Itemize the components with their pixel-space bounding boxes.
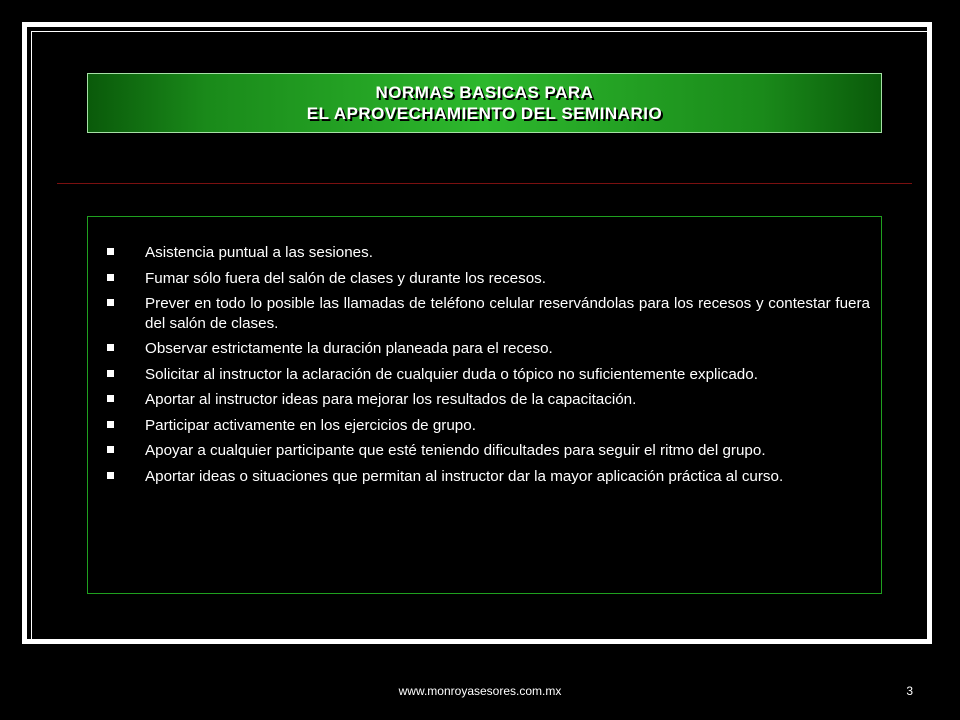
- rule-item: [88, 269, 870, 289]
- rules-list: [88, 217, 881, 486]
- rule-text: Fumar sólo fuera del salón de clases y durante los recesos.: [145, 269, 546, 287]
- square-bullet-icon: [107, 344, 114, 351]
- rule-item: [88, 365, 870, 385]
- rule-text: Aportar ideas o situaciones que permitan al instructor dar la mayor aplicación práctica al curso.: [145, 467, 784, 485]
- title-banner: [87, 73, 882, 133]
- square-bullet-icon: [107, 274, 114, 281]
- rule-item: [88, 416, 870, 436]
- title-line-1: NORMAS BASICAS PARA: [375, 83, 594, 102]
- square-bullet-icon: [107, 248, 114, 255]
- rule-text: Asistencia puntual a las sesiones.: [145, 244, 373, 261]
- rule-item: [88, 467, 870, 487]
- page-number: 3: [906, 684, 913, 698]
- rule-item: [88, 390, 870, 410]
- square-bullet-icon: [107, 299, 114, 306]
- rule-item: [88, 441, 870, 461]
- rules-panel: [87, 216, 882, 594]
- square-bullet-icon: [107, 472, 114, 479]
- rule-text: Apoyar a cualquier participante que esté teniendo dificultades para seguir el ritmo del grupo.: [145, 442, 766, 459]
- square-bullet-icon: [107, 395, 114, 402]
- square-bullet-icon: [107, 446, 114, 453]
- square-bullet-icon: [107, 421, 114, 428]
- rule-text: Aportar al instructor ideas para mejorar los resultados de la capacitación.: [145, 391, 637, 408]
- rule-item: [88, 294, 870, 333]
- rule-item: [88, 243, 870, 263]
- rule-text: Prever en todo lo posible las llamadas de teléfono celular reservándolas para los recesos y contestar fuera del salón de clases.: [145, 295, 870, 332]
- square-bullet-icon: [107, 370, 114, 377]
- rule-text: Observar estrictamente la duración planeada para el receso.: [145, 340, 553, 357]
- title-line-2: EL APROVECHAMIENTO DEL SEMINARIO: [306, 104, 663, 123]
- rule-text: Participar activamente en los ejercicios de grupo.: [145, 416, 476, 434]
- separator-line: [57, 183, 912, 184]
- rule-text: Solicitar al instructor la aclaración de cualquier duda o tópico no suficientemente explicado.: [145, 365, 758, 383]
- rule-item: [88, 339, 870, 359]
- footer-url[interactable]: www.monroyasesores.com.mx: [398, 684, 562, 698]
